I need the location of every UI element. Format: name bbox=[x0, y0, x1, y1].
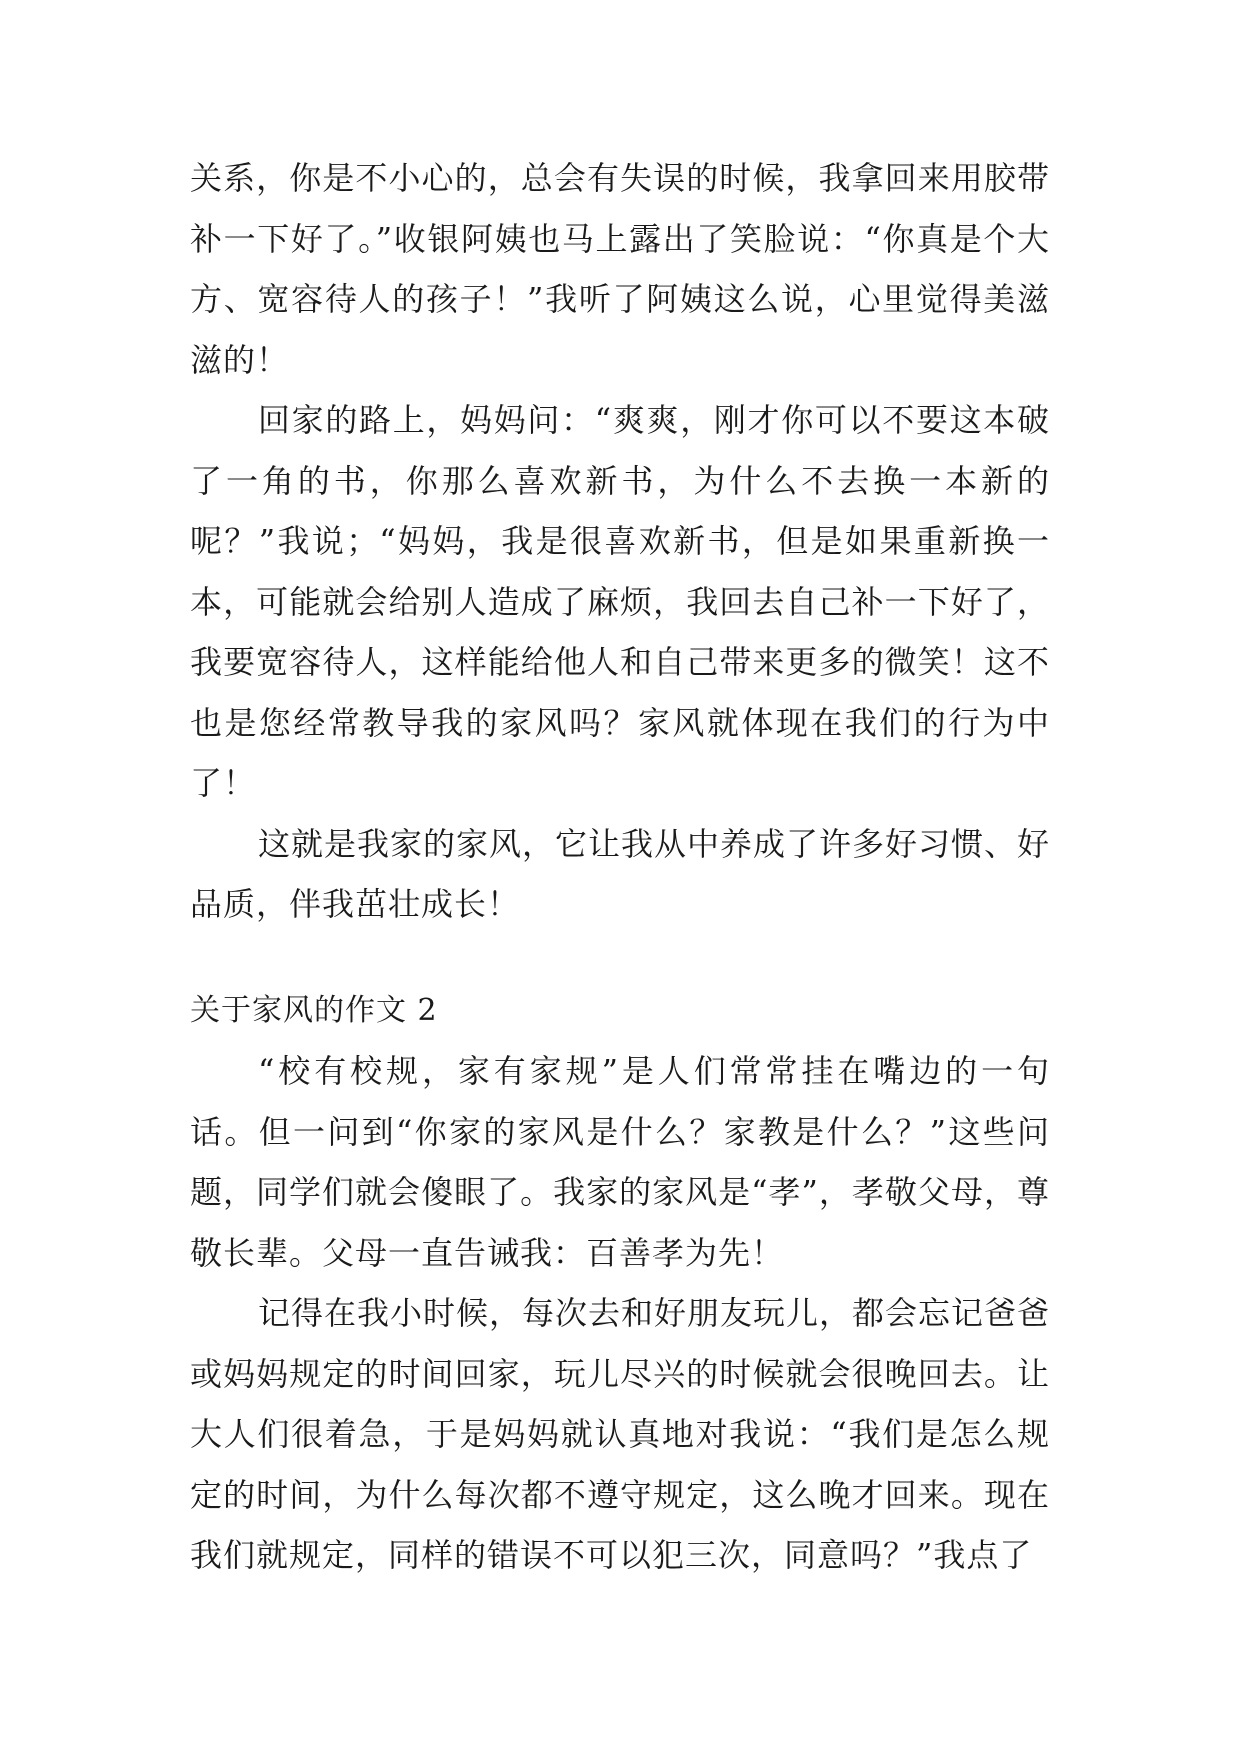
paragraph-childhood-memory: 记得在我小时候，每次去和好朋友玩儿，都会忘记爸爸或妈妈规定的时间回家，玩儿尽兴的时候就会很晚回去。让大人们很着急，于是妈妈就认真地对我说：“我们是怎么规定的时间，为什么每次都不遵守规定，这么晚才回来。现在我们就规定，同样的错误不可以犯三次，同意吗？”我点了 bbox=[190, 1294, 1051, 1574]
paragraph-continuation: 关系，你是不小心的，总会有失误的时候，我拿回来用胶带补一下好了。”收银阿姨也马上露出了笑脸说：“你真是个大方、宽容待人的孩子！”我听了阿姨这么说，心里觉得美滋滋的！ bbox=[190, 159, 1050, 379]
paragraph-way-home: 回家的路上，妈妈问：“爽爽，刚才你可以不要这本破了一角的书，你那么喜欢新书，为什么不去换一本新的呢？”我说；“妈妈，我是很喜欢新书，但是如果重新换一本，可能就会给别人造成了麻烦，我回去自己补一下好了，我要宽容待人，这样能给他人和自己带来更多的微笑！这不也是您经常教导我的家风吗？家风就体现在我们的行为中了！ bbox=[190, 401, 1050, 802]
paragraph-conclusion: 这就是我家的家风，它让我从中养成了许多好习惯、好品质，伴我茁壮成长！ bbox=[190, 824, 1051, 923]
section-heading: 关于家风的作文 2 bbox=[190, 992, 438, 1028]
paragraph-school-rules: “校有校规，家有家规”是人们常常挂在嘴边的一句话。但一问到“你家的家风是什么？家教是什么？”这些问题，同学们就会傻眼了。我家的家风是“孝”，孝敬父母，尊敬长辈。父母一直告诫我：百善孝为先！ bbox=[190, 1052, 1050, 1272]
document-body bbox=[190, 148, 1050, 1586]
